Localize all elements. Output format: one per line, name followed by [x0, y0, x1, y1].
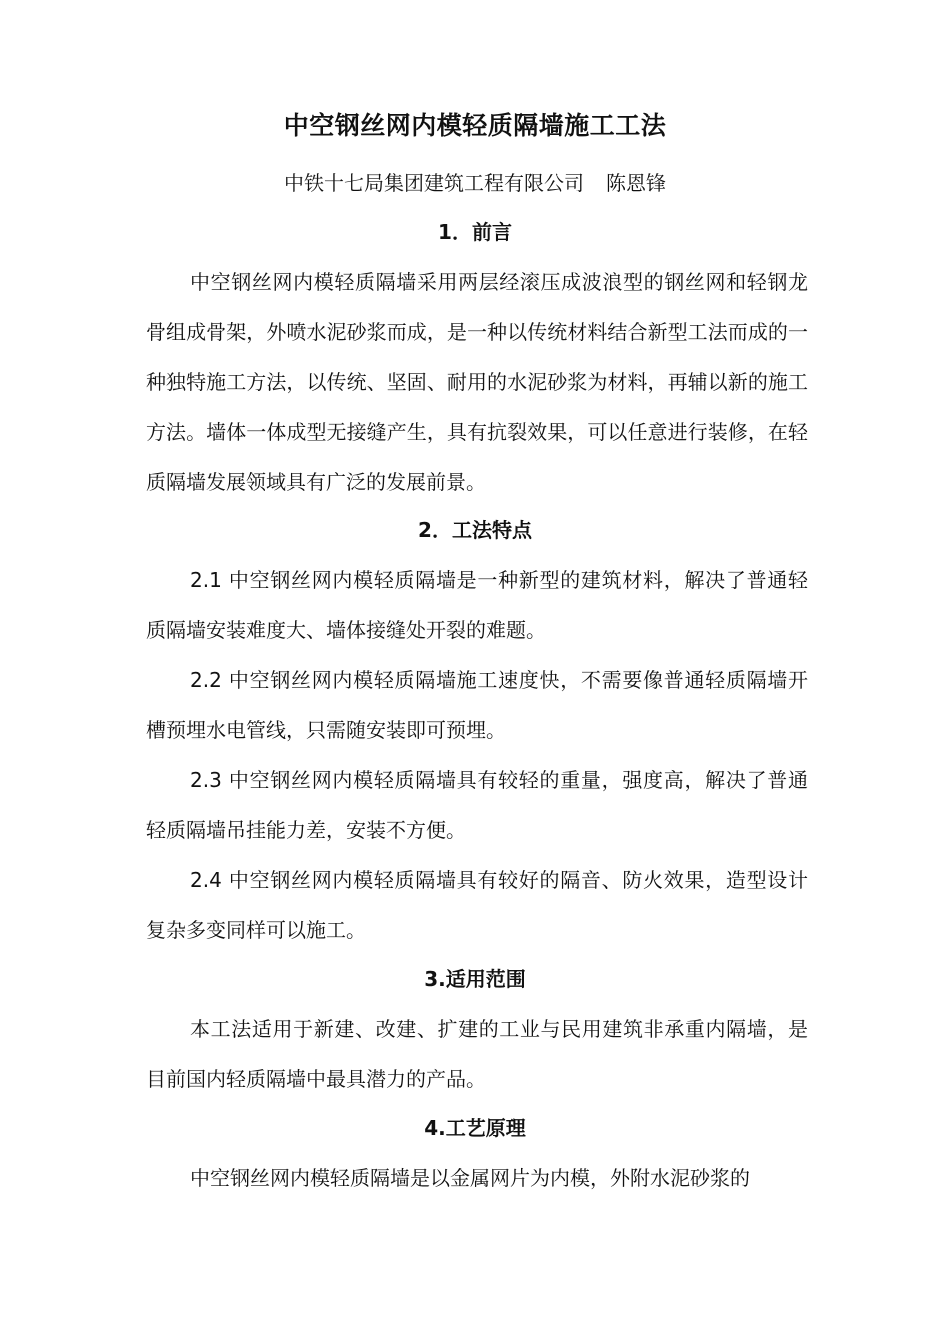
section-heading-features: 2．工法特点	[418, 518, 532, 542]
paragraph: 中空钢丝网内模轻质隔墙是以金属网片为内模，外附水泥砂浆的	[190, 1166, 750, 1190]
author-name: 陈恩锋	[606, 171, 666, 195]
paragraph: 2.1 中空钢丝网内模轻质隔墙是一种新型的建筑材料，解决了普通轻质隔墙安装难度大、墙体接缝处开裂的难题。	[146, 568, 808, 642]
section-heading-preface: 1．前言	[438, 220, 512, 244]
section-heading-principle: 4.工艺原理	[424, 1116, 526, 1140]
document-title: 中空钢丝网内模轻质隔墙施工工法	[283, 111, 667, 140]
paragraph: 2.4 中空钢丝网内模轻质隔墙具有较好的隔音、防火效果，造型设计复杂多变同样可以施工。	[146, 868, 808, 942]
section-heading-scope: 3.适用范围	[424, 967, 526, 991]
author-line	[0, 168, 950, 198]
author-organization: 中铁十七局集团建筑工程有限公司	[284, 171, 584, 195]
paragraph: 中空钢丝网内模轻质隔墙采用两层经滚压成波浪型的钢丝网和轻钢龙骨组成骨架，外喷水泥砂浆而成，是一种以传统材料结合新型工法而成的一种独特施工方法，以传统、坚固、耐用的水泥砂浆为材料，再辅以新的施工方法。墙体一体成型无接缝产生，具有抗裂效果，可以任意进行装修，在轻质隔墙发展领域具有广泛的发展前景。	[146, 270, 808, 494]
paragraph: 2.2 中空钢丝网内模轻质隔墙施工速度快，不需要像普通轻质隔墙开槽预埋水电管线，只需随安装即可预埋。	[146, 668, 808, 742]
paragraph: 2.3 中空钢丝网内模轻质隔墙具有较轻的重量，强度高，解决了普通轻质隔墙吊挂能力差，安装不方便。	[146, 768, 808, 842]
paragraph: 本工法适用于新建、改建、扩建的工业与民用建筑非承重内隔墙，是目前国内轻质隔墙中最具潜力的产品。	[146, 1017, 808, 1091]
